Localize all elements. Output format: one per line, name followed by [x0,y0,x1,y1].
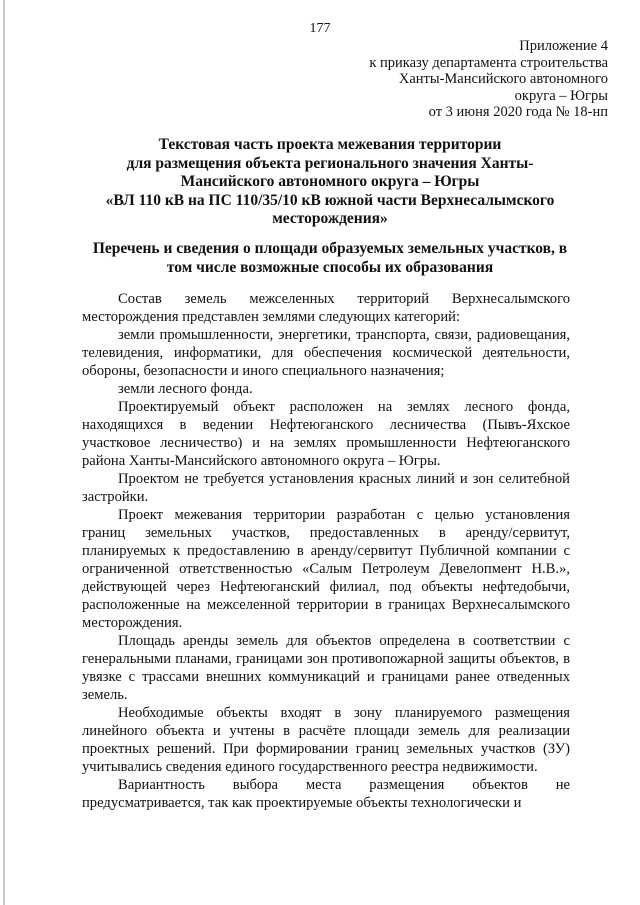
appendix-line: округа – Югры [514,87,608,104]
document-title [60,136,600,229]
paragraph: Проектом не требуется установления красных линий и зон селитебной застройки. [82,471,570,505]
appendix-line: к приказу департамента строительства [369,54,608,71]
title-line: месторождения» [272,210,388,227]
title-line: для размещения объекта регионального значения Ханты- [126,154,534,172]
paragraph: земли лесного фонда. [118,381,253,397]
page-edge-line [3,0,5,905]
paragraph: земли промышленности, энергетики, транспорта, связи, радиовещания, телевидения, информатики, для обеспечения космической деятельности, обороны, безопасности и иного специального назначения; [82,327,570,379]
paragraph: Необходимые объекты входят в зону планируемого размещения линейного объекта и учтены в расчёте площади земель для реализации проектных решений. При формировании границ земельных участков (ЗУ) учитывались сведения единого государственного реестра недвижимости. [82,705,570,775]
section-heading [80,240,580,277]
title-line: Текстовая часть проекта межевания территории [158,136,502,153]
heading-line: том числе возможные способы их образования [166,258,494,276]
appendix-line: от 3 июня 2020 года № 18-нп [428,104,608,120]
appendix-line: Ханты-Мансийского автономного [398,71,608,87]
heading-line: Перечень и сведения о площади образуемых земельных участков, в [92,240,568,257]
page-number: 177 [309,21,331,36]
appendix-line: Приложение 4 [519,38,608,54]
paragraph: Проектируемый объект расположен на землях лесного фонда, находящихся в ведении Нефтеюганского лесничества (Пывъ-Яхское участковое лесничество) и на землях промышленности Нефтеюганского района Ханты-Мансийского автономного округа – Югры. [82,399,570,469]
appendix-header [369,38,608,121]
title-line: Мансийского автономного округа – Югры [180,173,480,190]
body-text [82,290,570,812]
paragraph: Состав земель межселенных территорий Верхнесалымского месторождения представлен землями следующих категорий: [82,291,570,325]
paragraph: Проект межевания территории разработан с целью установления границ земельных участков, предоставленных в аренду/сервитут, планируемых к предоставлению в аренду/сервитут Публичной компании с ограниченной ответственностью «Салым Петролеум Девелопмент Н.В.», действующей через Нефтеюганский филиал, под объекты нефтедобычи, расположенные на межселенной территории в границах Верхнесалымского месторождения. [82,507,570,631]
paragraph: Вариантность выбора места размещения объектов не предусматривается, так как проектируемые объекты технологически и [82,777,570,811]
paragraph: Площадь аренды земель для объектов определена в соответствии с генеральными планами, границами зон противопожарной защиты объектов, в увязке с трассами внешних коммуникаций и границами ранее отведенных земель. [82,633,570,703]
title-line: «ВЛ 110 кВ на ПС 110/35/10 кВ южной части Верхнесалымского [105,191,555,209]
